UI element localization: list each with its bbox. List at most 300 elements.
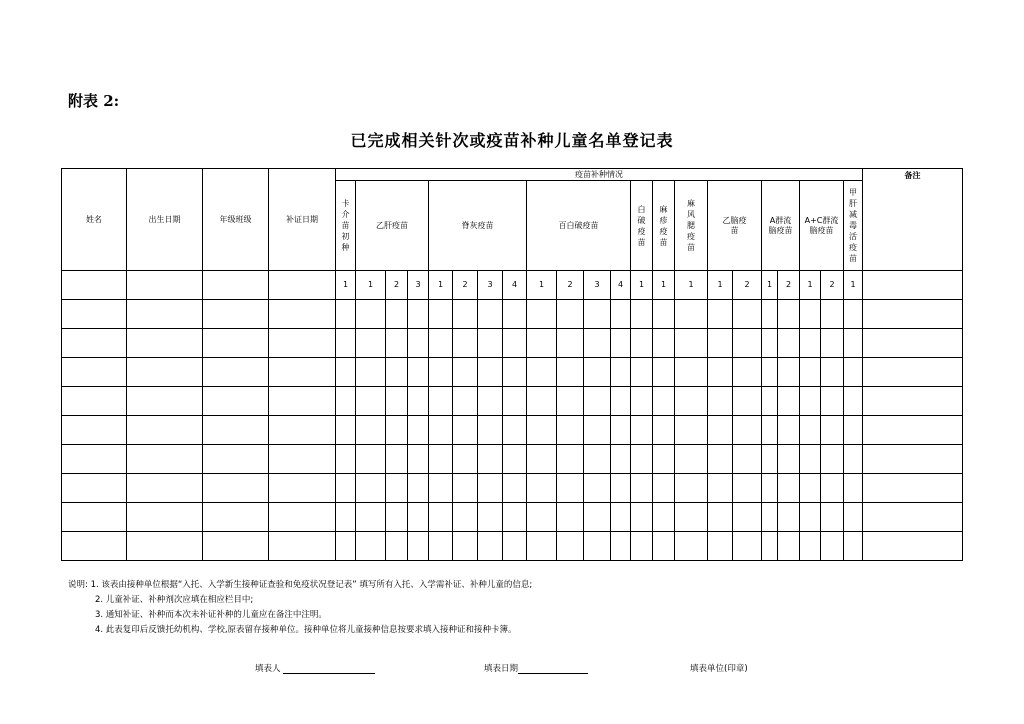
entry-cell[interactable] [762, 474, 778, 503]
entry-cell[interactable] [778, 532, 800, 561]
entry-cell[interactable] [762, 416, 778, 445]
blank-cell [203, 271, 269, 300]
entry-cell[interactable] [269, 329, 336, 358]
entry-cell[interactable] [356, 387, 386, 416]
entry-cell[interactable] [453, 358, 478, 387]
entry-cell[interactable] [708, 387, 733, 416]
header-vaccine-polio: 脊灰疫苗 [429, 181, 527, 271]
entry-cell[interactable] [631, 445, 653, 474]
entry-cell[interactable] [453, 300, 478, 329]
entry-cell[interactable] [356, 416, 386, 445]
entry-cell[interactable] [800, 329, 821, 358]
entry-cell[interactable] [408, 474, 429, 503]
blank-cell [62, 271, 127, 300]
entry-cell[interactable] [800, 300, 821, 329]
dose-number: 1 [429, 271, 453, 300]
entry-cell[interactable] [557, 445, 584, 474]
entry-cell[interactable] [675, 445, 708, 474]
entry-cell[interactable] [863, 387, 963, 416]
header-vaccine-hepa: 甲肝减毒活疫苗 [849, 188, 857, 263]
entry-cell[interactable] [631, 503, 653, 532]
entry-cell[interactable] [733, 416, 762, 445]
entry-cell[interactable] [429, 445, 453, 474]
entry-cell[interactable] [631, 358, 653, 387]
entry-cell[interactable] [127, 300, 203, 329]
entry-cell[interactable] [733, 329, 762, 358]
unit-label: 填表单位(印章) [690, 664, 748, 674]
entry-cell[interactable] [503, 358, 527, 387]
entry-cell[interactable] [800, 503, 821, 532]
entry-cell[interactable] [733, 358, 762, 387]
entry-cell[interactable] [386, 474, 408, 503]
table-row [62, 532, 963, 561]
entry-cell[interactable] [653, 503, 675, 532]
entry-cell[interactable] [863, 474, 963, 503]
entry-cell[interactable] [653, 416, 675, 445]
table-row [62, 474, 963, 503]
dose-number: 4 [611, 271, 631, 300]
entry-cell[interactable] [863, 300, 963, 329]
entry-cell[interactable] [800, 416, 821, 445]
dose-number: 1 [844, 271, 863, 300]
entry-cell[interactable] [62, 445, 127, 474]
entry-cell[interactable] [800, 387, 821, 416]
entry-cell[interactable] [844, 387, 863, 416]
entry-cell[interactable] [62, 358, 127, 387]
entry-cell[interactable] [762, 503, 778, 532]
header-vaccine-dtp: 百白破疫苗 [527, 181, 631, 271]
entry-cell[interactable] [675, 329, 708, 358]
entry-cell[interactable] [386, 358, 408, 387]
entry-cell[interactable] [762, 300, 778, 329]
entry-cell[interactable] [631, 387, 653, 416]
entry-cell[interactable] [356, 503, 386, 532]
entry-cell[interactable] [557, 329, 584, 358]
signature-filler [255, 662, 375, 674]
header-vaccine-dt: 白破疫苗 [637, 204, 646, 247]
entry-cell[interactable] [527, 300, 557, 329]
entry-cell[interactable] [733, 532, 762, 561]
table-row [62, 416, 963, 445]
note-item: 3. 通知补证、补种而本次未补证补种的儿童应在备注中注明。 [95, 610, 327, 620]
entry-cell[interactable] [800, 532, 821, 561]
entry-cell[interactable] [356, 300, 386, 329]
entry-cell[interactable] [844, 300, 863, 329]
entry-cell[interactable] [408, 300, 429, 329]
entry-cell[interactable] [62, 503, 127, 532]
entry-cell[interactable] [653, 474, 675, 503]
entry-cell[interactable] [631, 474, 653, 503]
entry-cell[interactable] [821, 503, 844, 532]
entry-cell[interactable] [478, 474, 503, 503]
entry-cell[interactable] [429, 387, 453, 416]
entry-cell[interactable] [429, 358, 453, 387]
entry-cell[interactable] [675, 503, 708, 532]
table-row [62, 329, 963, 358]
entry-cell[interactable] [821, 358, 844, 387]
entry-cell[interactable] [503, 474, 527, 503]
entry-cell[interactable] [527, 532, 557, 561]
entry-cell[interactable] [863, 416, 963, 445]
table-row [62, 387, 963, 416]
entry-cell[interactable] [269, 358, 336, 387]
dose-number: 1 [356, 271, 386, 300]
entry-cell[interactable] [429, 474, 453, 503]
header-grade-class: 年级班级 [203, 169, 269, 271]
entry-cell[interactable] [429, 329, 453, 358]
entry-cell[interactable] [733, 445, 762, 474]
entry-cell[interactable] [844, 329, 863, 358]
dose-number: 1 [631, 271, 653, 300]
entry-cell[interactable] [453, 474, 478, 503]
entry-cell[interactable] [611, 358, 631, 387]
entry-cell[interactable] [62, 474, 127, 503]
entry-cell[interactable] [675, 416, 708, 445]
entry-cell[interactable] [653, 445, 675, 474]
entry-cell[interactable] [708, 358, 733, 387]
entry-cell[interactable] [503, 387, 527, 416]
entry-cell[interactable] [127, 416, 203, 445]
entry-cell[interactable] [336, 503, 356, 532]
entry-cell[interactable] [336, 387, 356, 416]
blank-cell [863, 271, 963, 300]
entry-cell[interactable] [386, 503, 408, 532]
blank-cell [269, 271, 336, 300]
entry-cell[interactable] [762, 358, 778, 387]
entry-cell[interactable] [336, 532, 356, 561]
entry-cell[interactable] [386, 329, 408, 358]
entry-cell[interactable] [336, 358, 356, 387]
entry-cell[interactable] [503, 416, 527, 445]
header-vaccine-menac: A+C群流脑疫苗 [800, 181, 844, 271]
filler-line[interactable] [283, 663, 375, 674]
entry-cell[interactable] [800, 445, 821, 474]
entry-cell[interactable] [527, 416, 557, 445]
entry-cell[interactable] [800, 474, 821, 503]
entry-cell[interactable] [708, 532, 733, 561]
entry-cell[interactable] [584, 532, 611, 561]
dose-number: 3 [478, 271, 503, 300]
entry-cell[interactable] [653, 300, 675, 329]
entry-cell[interactable] [336, 445, 356, 474]
entry-cell[interactable] [203, 358, 269, 387]
entry-cell[interactable] [863, 329, 963, 358]
note-item: 2. 儿童补证、补种剂次应填在相应栏目中; [95, 595, 254, 605]
entry-cell[interactable] [584, 416, 611, 445]
entry-cell[interactable] [356, 532, 386, 561]
note-item: 1. 该表由接种单位根据“入托、入学新生接种证查验和免疫状况登记表” 填写所有入托、入学需补证、补种儿童的信息; [90, 580, 533, 590]
entry-cell[interactable] [478, 387, 503, 416]
entry-cell[interactable] [778, 503, 800, 532]
entry-cell[interactable] [733, 474, 762, 503]
entry-cell[interactable] [821, 532, 844, 561]
entry-cell[interactable] [527, 358, 557, 387]
entry-cell[interactable] [844, 503, 863, 532]
entry-cell[interactable] [557, 532, 584, 561]
entry-cell[interactable] [708, 300, 733, 329]
entry-cell[interactable] [453, 503, 478, 532]
entry-cell[interactable] [336, 474, 356, 503]
entry-cell[interactable] [429, 503, 453, 532]
entry-cell[interactable] [844, 474, 863, 503]
page-title: 已完成相关针次或疫苗补种儿童名单登记表 [350, 131, 674, 150]
entry-cell[interactable] [844, 445, 863, 474]
entry-cell[interactable] [478, 416, 503, 445]
header-vaccine-mena: A群流脑疫苗 [762, 181, 800, 271]
table-row [62, 358, 963, 387]
entry-cell[interactable] [127, 387, 203, 416]
entry-cell[interactable] [356, 474, 386, 503]
entry-cell[interactable] [503, 329, 527, 358]
entry-cell[interactable] [653, 387, 675, 416]
entry-cell[interactable] [203, 416, 269, 445]
entry-cell[interactable] [269, 387, 336, 416]
entry-cell[interactable] [584, 445, 611, 474]
entry-cell[interactable] [269, 503, 336, 532]
entry-cell[interactable] [844, 416, 863, 445]
entry-cell[interactable] [408, 532, 429, 561]
entry-cell[interactable] [62, 300, 127, 329]
entry-cell[interactable] [733, 300, 762, 329]
dose-number: 2 [778, 271, 800, 300]
notes-prefix: 说明: [68, 580, 88, 590]
entry-cell[interactable] [733, 503, 762, 532]
entry-cell[interactable] [356, 358, 386, 387]
header-vaccine-group: 疫苗补种情况 [336, 169, 863, 181]
entry-cell[interactable] [127, 358, 203, 387]
entry-cell[interactable] [527, 474, 557, 503]
entry-cell[interactable] [408, 416, 429, 445]
entry-cell[interactable] [408, 445, 429, 474]
header-vaccine-measles: 麻疹疫苗 [659, 204, 668, 247]
entry-cell[interactable] [557, 474, 584, 503]
entry-cell[interactable] [611, 503, 631, 532]
entry-cell[interactable] [584, 474, 611, 503]
entry-cell[interactable] [708, 445, 733, 474]
table-row [62, 300, 963, 329]
entry-cell[interactable] [557, 300, 584, 329]
entry-cell[interactable] [336, 329, 356, 358]
entry-cell[interactable] [631, 532, 653, 561]
entry-cell[interactable] [844, 358, 863, 387]
entry-cell[interactable] [127, 474, 203, 503]
entry-cell[interactable] [62, 329, 127, 358]
header-remark: 备注 [863, 169, 963, 271]
entry-cell[interactable] [429, 416, 453, 445]
entry-cell[interactable] [611, 532, 631, 561]
entry-cell[interactable] [408, 503, 429, 532]
entry-cell[interactable] [821, 445, 844, 474]
entry-cell[interactable] [708, 329, 733, 358]
entry-cell[interactable] [762, 445, 778, 474]
entry-cell[interactable] [503, 300, 527, 329]
entry-cell[interactable] [503, 503, 527, 532]
dose-number: 2 [453, 271, 478, 300]
entry-cell[interactable] [478, 532, 503, 561]
entry-cell[interactable] [269, 445, 336, 474]
note-item: 4. 此表复印后反馈托幼机构、学校,原表留存接种单位。接种单位将儿童接种信息按要求填入接种证和接种卡簿。 [95, 625, 517, 635]
entry-cell[interactable] [386, 445, 408, 474]
entry-cell[interactable] [269, 474, 336, 503]
entry-cell[interactable] [386, 387, 408, 416]
entry-cell[interactable] [478, 445, 503, 474]
signature-unit [690, 662, 748, 674]
entry-cell[interactable] [453, 445, 478, 474]
entry-cell[interactable] [557, 358, 584, 387]
entry-cell[interactable] [675, 358, 708, 387]
entry-cell[interactable] [478, 358, 503, 387]
dose-number: 1 [708, 271, 733, 300]
entry-cell[interactable] [356, 329, 386, 358]
entry-cell[interactable] [62, 387, 127, 416]
entry-cell[interactable] [478, 329, 503, 358]
entry-cell[interactable] [557, 387, 584, 416]
entry-cell[interactable] [863, 358, 963, 387]
header-name: 姓名 [62, 169, 127, 271]
entry-cell[interactable] [557, 503, 584, 532]
entry-cell[interactable] [675, 474, 708, 503]
entry-cell[interactable] [733, 387, 762, 416]
entry-cell[interactable] [708, 474, 733, 503]
entry-cell[interactable] [527, 503, 557, 532]
entry-cell[interactable] [584, 503, 611, 532]
dose-number: 1 [527, 271, 557, 300]
entry-cell[interactable] [127, 532, 203, 561]
entry-cell[interactable] [557, 416, 584, 445]
entry-cell[interactable] [631, 300, 653, 329]
entry-cell[interactable] [611, 300, 631, 329]
dose-number: 4 [503, 271, 527, 300]
entry-cell[interactable] [203, 300, 269, 329]
entry-cell[interactable] [611, 329, 631, 358]
date-label: 填表日期 [484, 664, 519, 674]
entry-cell[interactable] [527, 329, 557, 358]
entry-cell[interactable] [584, 300, 611, 329]
entry-cell[interactable] [675, 532, 708, 561]
entry-cell[interactable] [269, 532, 336, 561]
entry-cell[interactable] [863, 503, 963, 532]
entry-cell[interactable] [127, 329, 203, 358]
entry-cell[interactable] [821, 474, 844, 503]
entry-cell[interactable] [203, 329, 269, 358]
entry-cell[interactable] [708, 503, 733, 532]
registration-table [61, 168, 963, 561]
entry-cell[interactable] [527, 387, 557, 416]
entry-cell[interactable] [203, 532, 269, 561]
entry-cell[interactable] [762, 329, 778, 358]
entry-cell[interactable] [778, 387, 800, 416]
entry-cell[interactable] [453, 387, 478, 416]
entry-cell[interactable] [611, 416, 631, 445]
entry-cell[interactable] [611, 445, 631, 474]
entry-cell[interactable] [821, 387, 844, 416]
entry-cell[interactable] [386, 532, 408, 561]
entry-cell[interactable] [478, 503, 503, 532]
dose-number: 1 [675, 271, 708, 300]
entry-cell[interactable] [821, 300, 844, 329]
entry-cell[interactable] [503, 532, 527, 561]
entry-cell[interactable] [386, 300, 408, 329]
table-row [62, 445, 963, 474]
entry-cell[interactable] [863, 445, 963, 474]
entry-cell[interactable] [269, 300, 336, 329]
header-vaccine-je: 乙脑疫苗 [708, 181, 762, 271]
entry-cell[interactable] [478, 300, 503, 329]
entry-cell[interactable] [762, 387, 778, 416]
entry-cell[interactable] [408, 329, 429, 358]
entry-cell[interactable] [269, 416, 336, 445]
dose-number: 3 [408, 271, 429, 300]
entry-cell[interactable] [863, 532, 963, 561]
entry-cell[interactable] [429, 300, 453, 329]
entry-cell[interactable] [800, 358, 821, 387]
header-vaccine-bcg: 卡介苗初种 [341, 199, 350, 252]
header-certificate-date: 补证日期 [269, 169, 336, 271]
entry-cell[interactable] [778, 358, 800, 387]
entry-cell[interactable] [778, 329, 800, 358]
entry-cell[interactable] [778, 416, 800, 445]
entry-cell[interactable] [653, 532, 675, 561]
entry-cell[interactable] [203, 445, 269, 474]
entry-cell[interactable] [429, 532, 453, 561]
entry-cell[interactable] [336, 300, 356, 329]
entry-cell[interactable] [778, 474, 800, 503]
entry-cell[interactable] [203, 387, 269, 416]
entry-cell[interactable] [453, 329, 478, 358]
entry-cell[interactable] [778, 300, 800, 329]
entry-cell[interactable] [631, 329, 653, 358]
entry-cell[interactable] [62, 416, 127, 445]
entry-cell[interactable] [611, 474, 631, 503]
entry-cell[interactable] [453, 532, 478, 561]
entry-cell[interactable] [503, 445, 527, 474]
entry-cell[interactable] [584, 358, 611, 387]
entry-cell[interactable] [408, 358, 429, 387]
blank-cell [127, 271, 203, 300]
filler-label: 填表人 [255, 664, 281, 674]
entry-cell[interactable] [62, 532, 127, 561]
entry-cell[interactable] [631, 416, 653, 445]
entry-cell[interactable] [675, 300, 708, 329]
entry-cell[interactable] [127, 445, 203, 474]
entry-cell[interactable] [203, 474, 269, 503]
entry-cell[interactable] [336, 416, 356, 445]
dose-number: 3 [584, 271, 611, 300]
entry-cell[interactable] [611, 387, 631, 416]
entry-cell[interactable] [527, 445, 557, 474]
entry-cell[interactable] [844, 532, 863, 561]
entry-cell[interactable] [653, 329, 675, 358]
entry-cell[interactable] [584, 329, 611, 358]
entry-cell[interactable] [453, 416, 478, 445]
entry-cell[interactable] [653, 358, 675, 387]
dose-number: 2 [557, 271, 584, 300]
entry-cell[interactable] [386, 416, 408, 445]
entry-cell[interactable] [708, 416, 733, 445]
entry-cell[interactable] [821, 416, 844, 445]
date-line[interactable] [518, 663, 588, 674]
entry-cell[interactable] [821, 329, 844, 358]
entry-cell[interactable] [762, 532, 778, 561]
entry-cell[interactable] [127, 503, 203, 532]
entry-cell[interactable] [203, 503, 269, 532]
entry-cell[interactable] [778, 445, 800, 474]
entry-cell[interactable] [408, 387, 429, 416]
entry-cell[interactable] [584, 387, 611, 416]
entry-cell[interactable] [675, 387, 708, 416]
dose-number: 1 [336, 271, 356, 300]
entry-cell[interactable] [356, 445, 386, 474]
